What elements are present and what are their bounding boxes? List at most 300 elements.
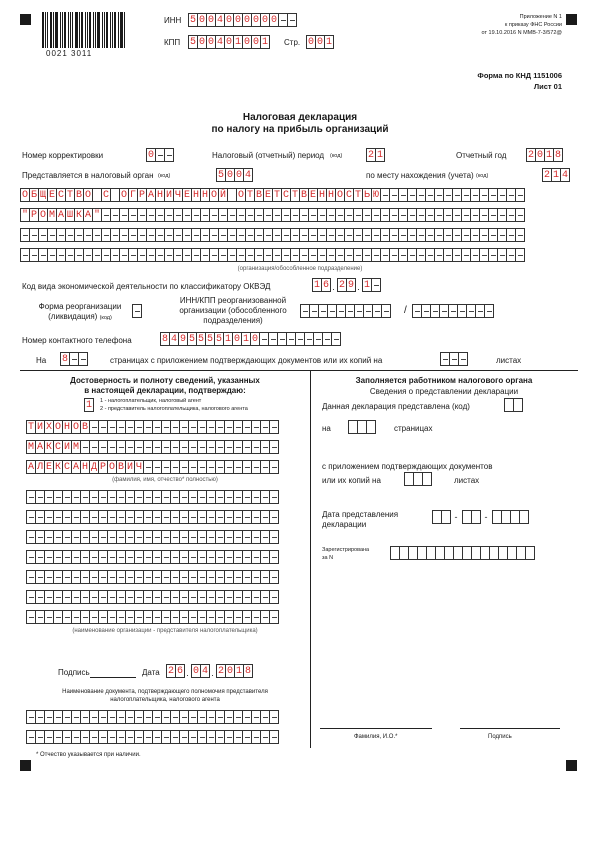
input-cell: Р [138,189,145,201]
registered-label2: за N [322,555,334,561]
okved-cells [312,278,380,292]
input-cell: Й [219,189,226,201]
barcode-bar [120,12,123,48]
input-cell: 0 [235,169,242,181]
official-pages-cells [348,420,375,434]
barcode-bar [124,12,125,48]
input-cell: 9 [347,279,354,291]
input-cell [515,248,525,262]
signature-label: Подпись [58,668,90,677]
input-cell: Т [354,189,361,201]
input-cell: Н [192,189,199,201]
representative-line4 [26,550,278,564]
input-cell: 0 [536,149,543,161]
representative-line2 [26,510,278,524]
barcode-bar [81,12,83,48]
input-cell: 1 [552,169,559,181]
separator: . [332,282,335,292]
input-cell: 0 [207,14,214,26]
representative-line5 [26,570,278,584]
input-cell: О [84,189,91,201]
input-cell: А [72,461,79,473]
input-cell: О [210,189,217,201]
input-cell: А [84,209,91,221]
barcode-bar [72,12,73,48]
barcode-bar [93,12,94,48]
doc-caption2: налогоплательщика, налогового агента [110,697,220,703]
input-cell: Е [48,189,55,201]
input-cell: Р [99,461,106,473]
input-cell [331,332,341,346]
authority-label: Представляется в налоговый орган [22,171,154,180]
input-cell: Ь [363,189,370,201]
input-cell: О [120,189,127,201]
org-name-line4 [20,248,524,262]
input-cell: И [36,421,43,433]
input-cell: В [117,461,124,473]
appendix-line2: к приказу ФНС России [504,22,562,28]
input-cell: Х [45,421,52,433]
confirm-heading2: в настоящей декларации, подтверждаю: [84,386,246,395]
input-cell [269,440,279,454]
reorg-form-cell [132,304,141,318]
pages-cells [60,352,87,366]
org-caption: (организация/обособленное подразделение) [237,266,363,272]
input-cell [269,510,279,524]
input-cell [515,208,525,222]
input-cell: А [147,189,154,201]
kpp-label: КПП [164,38,181,47]
official-fio-label: Фамилия, И.О.* [354,734,398,740]
input-cell: 4 [561,169,568,181]
input-cell: 8 [61,353,68,365]
doc-caption1: Наименование документа, подтверждающего полномочия представителя [62,689,268,695]
barcode-bar [87,12,88,48]
surname-cells [26,420,278,434]
input-cell [269,550,279,564]
input-cell: Е [183,189,190,201]
input-cell: 2 [543,169,550,181]
corner-marker-top-left [20,14,31,25]
input-cell [132,304,142,318]
input-cell: 0 [225,36,232,48]
input-cell: 1 [224,333,231,345]
title-line1: Налоговая декларация [242,112,358,123]
name-cells [26,440,278,454]
input-cell: Н [156,189,163,201]
document-line1 [26,710,278,724]
barcode-bar [60,12,61,48]
location-label: по месту нахождения (учета) [366,171,474,180]
title-line2: по налогу на прибыль организаций [211,124,389,135]
input-cell: Г [129,189,136,201]
input-cell: О [54,421,61,433]
section-divider [20,370,578,371]
official-date-label1: Дата представления [322,510,399,519]
org-name-line1 [20,188,524,202]
input-cell: А [36,441,43,453]
separator: - [454,512,458,522]
date-cells [166,664,252,678]
input-cell: В [75,189,82,201]
input-cell: Б [30,189,37,201]
input-cell: С [63,461,70,473]
corner-marker-bottom-left [20,760,31,771]
input-cell [269,590,279,604]
presented-label: Данная декларация представлена (код) [322,402,470,411]
input-cell: И [126,461,133,473]
input-cell: С [57,189,64,201]
input-cell: 0 [226,169,233,181]
period-label: Налоговый (отчетный) период [212,151,325,160]
input-cell: 0 [243,14,250,26]
input-cell [371,278,381,292]
phone-cells [160,332,340,346]
appendix-line1: Приложение N 1 [519,14,562,20]
presented-code-cells [504,398,522,412]
input-cell: О [72,421,79,433]
input-cell: В [255,189,262,201]
input-cell: 0 [233,333,240,345]
on-label: на [322,424,331,433]
input-cell [269,530,279,544]
registered-label1: Зарегистрирована [322,547,370,553]
input-cell [519,510,529,524]
input-cell: 2 [367,149,374,161]
input-cell: С [282,189,289,201]
input-cell: Д [90,461,97,473]
input-cell: Е [264,189,271,201]
barcode-bar [62,12,63,48]
reorg-inn-label3: подразделения) [203,316,263,325]
input-cell: 1 [234,36,241,48]
input-cell [513,398,523,412]
input-cell: 5 [217,169,224,181]
input-cell: 4 [216,36,223,48]
pages-word: страницах [394,424,433,433]
input-cell: 0 [207,36,214,48]
input-cell: Н [63,421,70,433]
input-cell: 1 [235,665,242,677]
input-cell [287,13,297,27]
reorg-label2: (ликвидация) (код) [48,312,112,321]
input-cell: К [54,461,61,473]
input-cell: Т [246,189,253,201]
representative-line3 [26,530,278,544]
input-cell: 2 [338,279,345,291]
sheets-word: листах [454,476,480,485]
correction-cells [146,148,173,162]
barcode-bar [42,12,44,48]
sheets-cells [440,352,467,366]
input-cell [515,228,525,242]
confirm-heading1: Достоверность и полноту сведений, указанных [70,376,260,385]
input-cell [78,352,88,366]
reorg-kpp-cells [412,304,493,318]
year-cells [526,148,562,162]
input-cell: Т [66,189,73,201]
barcode-bar [110,12,111,48]
input-cell: 0 [243,36,250,48]
fio-caption: (фамилия, имя, отчество* полностью) [112,477,218,483]
footnote: * Отчество указывается при наличии. [36,752,141,758]
corner-marker-top-right [566,14,577,25]
input-cell: 0 [252,14,259,26]
input-cell [366,420,376,434]
barcode-bar [79,12,80,48]
input-cell: О [108,461,115,473]
separator: - [484,512,488,522]
input-cell: 2 [527,149,534,161]
input-cell: 0 [147,149,154,161]
reorg-inn-label2: организации (обособленного [179,306,287,315]
input-cell: Н [201,189,208,201]
barcode-bar [102,12,103,48]
input-cell: 0 [192,665,199,677]
input-cell: 5 [189,14,196,26]
input-cell: Щ [39,189,46,201]
pages-prefix: На [36,356,47,365]
input-cell: 1 [376,149,383,161]
okved-label: Код вида экономической деятельности по классификатору ОКВЭД [22,282,271,291]
barcode-bar [55,12,58,48]
input-cell [269,460,279,474]
kpp-cells [188,35,269,49]
barcode-bar [95,12,96,48]
input-cell: 0 [270,14,277,26]
org-name-line3 [20,228,524,242]
official-heading: Заполняется работником налогового органа [355,376,533,385]
year-label: Отчетный год [456,151,507,160]
barcode-bar [50,12,52,48]
page-label: Стр. [284,38,301,47]
input-cell: С [345,189,352,201]
period-cells [366,148,384,162]
input-cell: О [21,189,28,201]
input-cell: О [237,189,244,201]
input-cell: О [39,209,46,221]
reorg-inn-cells [300,304,390,318]
barcode-bar [47,12,48,48]
input-cell: Ч [174,189,181,201]
input-cell: 0 [261,14,268,26]
input-cell: 0 [198,14,205,26]
input-cell: Ю [372,189,379,201]
input-cell: 1 [242,333,249,345]
official-sign-label: Подпись [488,734,512,740]
input-cell: В [300,189,307,201]
input-cell: И [165,189,172,201]
barcode-bar [75,12,78,48]
input-cell: 4 [244,169,251,181]
input-cell: 5 [197,333,204,345]
corner-marker-bottom-right [566,760,577,771]
input-cell: Е [45,461,52,473]
input-cell [269,570,279,584]
form-code: Форма по КНД 1151006 [477,71,562,80]
input-cell: 0 [225,14,232,26]
input-cell: Ш [66,209,73,221]
official-date-cells [432,510,528,524]
role-option2: 2 - представитель налогоплательщика, налогового агента [100,406,248,412]
appendix-line3: от 19.10.2016 N ММВ-7-3/572@ [481,30,562,36]
role-option1: 1 - налогоплательщик, налоговый агент [100,398,202,404]
input-cell [525,546,535,560]
input-cell [164,148,174,162]
official-subheading: Сведения о представлении декларации [369,387,519,396]
barcode-bar [112,12,113,48]
input-cell: 0 [307,36,314,48]
input-cell [269,730,279,744]
barcode-bar [89,12,91,48]
input-cell: С [54,441,61,453]
barcode-bar [64,12,66,48]
barcode-bar [97,12,100,48]
input-cell: " [21,209,28,221]
input-cell: 4 [170,333,177,345]
separator: . [186,668,189,678]
input-cell: Л [36,461,43,473]
reorg-inn-label1: ИНН/КПП реорганизованной [179,296,287,305]
separator: . [211,668,214,678]
input-cell: О [336,189,343,201]
input-cell: Ч [135,461,142,473]
input-cell: 6 [176,665,183,677]
registration-number-cells [390,546,534,560]
input-cell: И [63,441,70,453]
input-cell: " [93,209,100,221]
sheet-number: Лист 01 [533,82,562,91]
input-cell: 0 [234,14,241,26]
input-cell: Р [30,209,37,221]
input-cell: 0 [226,665,233,677]
date-label: Дата [142,668,160,677]
barcode-bar [53,12,54,48]
pages-text: страницах с приложением подтверждающих документов или их копий на [110,356,383,365]
official-sign-line [460,728,560,729]
authority-code-label: (код) [158,173,171,179]
input-cell: Н [327,189,334,201]
input-cell: 5 [206,333,213,345]
slash-separator: / [404,305,407,316]
input-cell [269,610,279,624]
phone-label: Номер контактного телефона [22,336,132,345]
input-cell: 0 [251,333,258,345]
input-cell: 1 [261,36,268,48]
reorg-label1: Форма реорганизации [38,302,122,311]
input-cell: С [102,189,109,201]
input-cell [381,304,391,318]
input-cell: Е [309,189,316,201]
input-cell: 0 [252,36,259,48]
input-cell: А [27,461,34,473]
document-line2 [26,730,278,744]
input-cell: 4 [201,665,208,677]
input-cell: Т [273,189,280,201]
org-name-line2 [20,208,524,222]
input-cell [269,710,279,724]
input-cell: 5 [215,333,222,345]
input-cell: 1 [545,149,552,161]
barcode-bar [45,12,46,48]
patronymic-cells [26,460,278,474]
input-cell: К [45,441,52,453]
barcode-bar [114,12,116,48]
attach-label1: с приложением подтверждающих документов [322,462,493,471]
role-cell [84,398,93,412]
input-cell: 5 [189,36,196,48]
input-cell [269,490,279,504]
location-code-label: (код) [476,173,489,179]
barcode-bar [104,12,105,48]
input-cell: 8 [554,149,561,161]
input-cell: М [72,441,79,453]
input-cell: 0 [198,36,205,48]
input-cell: В [81,421,88,433]
rep-caption: (наименование организации - представителя налогоплательщика) [72,628,258,634]
authority-cells [216,168,252,182]
input-cell: 8 [244,665,251,677]
barcode-bar [106,12,108,48]
separator: . [357,282,360,292]
representative-line6 [26,590,278,604]
sheets-text: листах [496,356,522,365]
column-divider [310,370,311,748]
input-cell: Т [291,189,298,201]
input-cell: Н [318,189,325,201]
attach-sheets-cells [404,472,431,486]
input-cell [515,188,525,202]
input-cell: 1 [363,279,370,291]
input-cell [422,472,432,486]
input-cell: 1 [85,399,92,411]
input-cell: 4 [216,14,223,26]
input-cell: А [57,209,64,221]
official-date-label2: декларации [322,520,367,529]
barcode [42,12,127,48]
inn-label: ИНН [164,16,182,25]
input-cell: 1 [325,36,332,48]
input-cell: М [27,441,34,453]
page-number-cells [306,35,333,49]
location-cells [542,168,569,182]
barcode-bar [85,12,86,48]
input-cell: Н [81,461,88,473]
input-cell [458,352,468,366]
attach-label2: или их копий на [322,476,381,485]
input-cell [269,420,279,434]
signature-line [90,677,136,678]
barcode-bar [70,12,71,48]
inn-cells [188,13,296,27]
barcode-bar [68,12,69,48]
period-code-label: (код) [330,153,343,159]
input-cell: К [75,209,82,221]
input-cell: Т [27,421,34,433]
input-cell: М [48,209,55,221]
correction-label: Номер корректировки [22,151,104,160]
input-cell: 5 [188,333,195,345]
input-cell [484,304,494,318]
input-cell: 6 [322,279,329,291]
input-cell: 0 [316,36,323,48]
input-cell: 2 [167,665,174,677]
representative-line7 [26,610,278,624]
input-cell: 1 [313,279,320,291]
barcode-bar [118,12,119,48]
input-cell: 9 [179,333,186,345]
barcode-number: 0021 3011 [46,49,93,58]
